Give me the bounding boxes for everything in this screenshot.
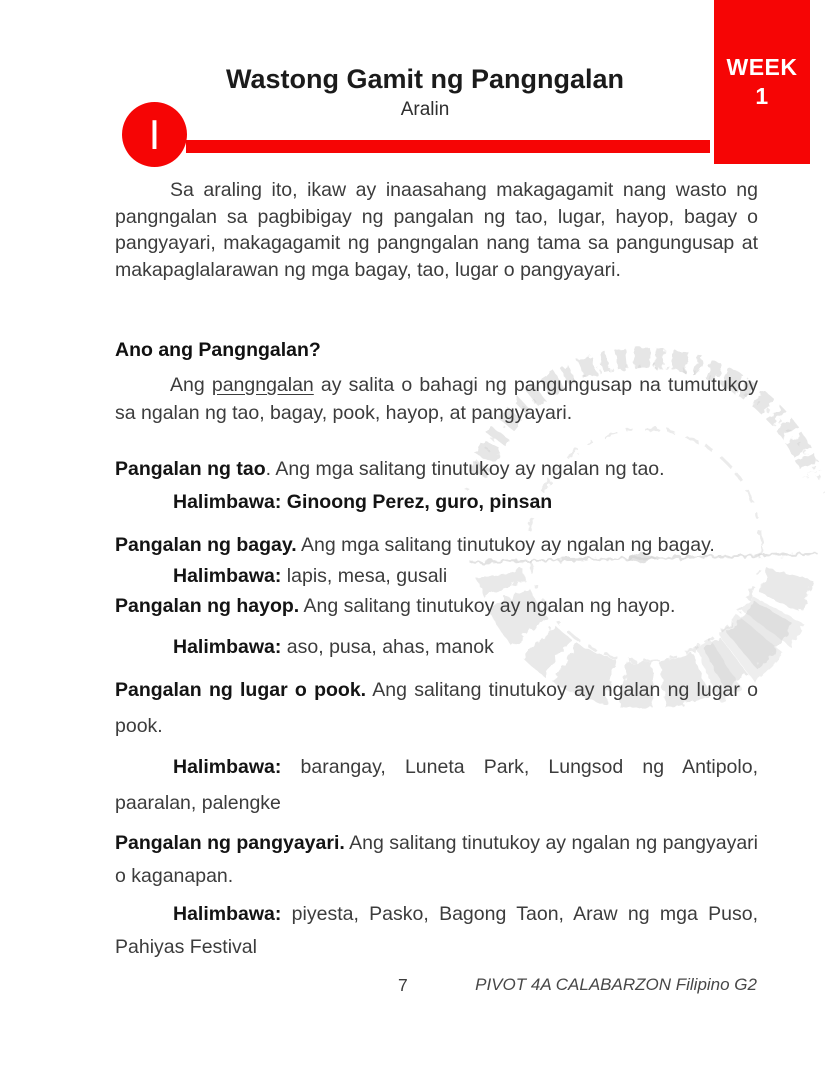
noun-type-lugar xyxy=(115,673,758,744)
noun-type-term: Pangalan ng tao xyxy=(115,458,266,480)
noun-type-pangyayari xyxy=(115,827,758,893)
page-subtitle: Aralin xyxy=(400,99,450,120)
definition-pre: Ang xyxy=(170,374,212,396)
noun-type-term: Pangalan ng lugar o pook. xyxy=(115,679,367,701)
noun-type-term: Pangalan ng pangyayari. xyxy=(115,832,345,854)
definition-post: ay salita o bahagi ng pangungusap na tumutukoy sa ngalan ng tao, bagay, pook, hayop, at pangyayari. xyxy=(115,374,758,424)
week-badge-word: WEEK xyxy=(726,54,798,81)
example-text: barangay, Luneta Park, Lungsod ng Antipolo, paaralan, palengke xyxy=(115,756,758,814)
week-badge-number: 1 xyxy=(755,83,769,109)
noun-type-desc: Ang mga salitang tinutukoy ay ngalan ng bagay. xyxy=(296,534,715,556)
lesson-number: I xyxy=(148,110,161,158)
noun-type-term: Pangalan ng bagay. xyxy=(115,534,297,556)
example-text: aso, pusa, ahas, manok xyxy=(281,636,494,658)
example-label: Halimbawa: xyxy=(173,636,282,658)
footer-source: PIVOT 4A CALABARZON Filipino G2 xyxy=(475,975,757,994)
definition-underlined-term: pangngalan xyxy=(211,374,314,396)
page-title: Wastong Gamit ng Pangngalan xyxy=(225,64,624,94)
noun-type-desc: . Ang mga salitang tinutukoy ay ngalan ng tao. xyxy=(265,458,665,480)
definition-paragraph xyxy=(115,372,758,427)
example-label: Halimbawa: xyxy=(173,491,282,513)
noun-type-desc: Ang salitang tinutukoy ay ngalan ng pangyayari o kaganapan. xyxy=(115,832,759,887)
example-text: piyesta, Pasko, Bagong Taon, Araw ng mga Puso, Pahiyas Festival xyxy=(115,903,758,958)
noun-type-desc: Ang salitang tinutukoy ay ngalan ng hayop. xyxy=(299,595,676,617)
example-text: lapis, mesa, gusali xyxy=(281,565,448,587)
example-line xyxy=(115,749,758,821)
example-label: Halimbawa: xyxy=(173,756,282,778)
noun-type-term: Pangalan ng hayop. xyxy=(115,595,300,617)
lesson-number-circle xyxy=(122,102,187,167)
noun-type-hayop xyxy=(115,593,758,620)
section-heading: Ano ang Pangngalan? xyxy=(115,339,321,361)
example-label: Halimbawa: xyxy=(173,565,282,587)
noun-type-bagay xyxy=(115,532,758,559)
header-rule xyxy=(186,140,710,153)
example-line xyxy=(115,634,758,661)
example-label: Halimbawa: xyxy=(173,903,282,925)
page-number: 7 xyxy=(398,975,408,995)
intro-paragraph: Sa araling ito, ikaw ay inaasahang makagagamit nang wasto ng pangngalan sa pagbibigay ng pangalan ng tao, lugar, hayop, bagay o pangyayari, makagagamit ng pangngalan nang tama sa pangungusap at makapaglalarawan ng mga bagay, tao, lugar o pangyayari. xyxy=(115,179,758,281)
example-text: Ginoong Perez, guro, pinsan xyxy=(281,491,553,513)
noun-type-tao xyxy=(115,456,758,483)
example-line xyxy=(115,898,758,963)
example-line xyxy=(115,563,758,590)
example-line xyxy=(115,489,758,516)
noun-type-desc: Ang salitang tinutukoy ay ngalan ng lugar o pook. xyxy=(115,679,758,737)
